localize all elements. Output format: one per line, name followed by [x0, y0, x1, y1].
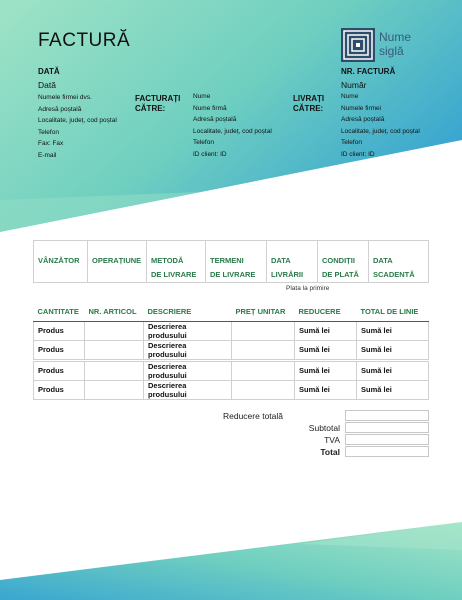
cell-item-number [85, 321, 144, 340]
cell-item-number [85, 361, 144, 380]
ship-to-label: LIVRAȚI CĂTRE: [293, 94, 325, 113]
cell-line-total: Sumă lei [357, 380, 429, 399]
cell-unit-price [232, 380, 295, 399]
payment-note: Plata la primire [286, 285, 330, 292]
total-label: Total [320, 447, 340, 457]
cell-description: Descrierea produsului [144, 340, 232, 359]
invoice-title: FACTURĂ [38, 30, 131, 51]
cell-unit-price [232, 361, 295, 380]
cell-line-total: Sumă lei [357, 340, 429, 359]
date-label: DATĂ [38, 67, 60, 76]
cell-unit-price [232, 340, 295, 359]
table-header-row [34, 305, 429, 321]
column-header-description: DESCRIERE [144, 305, 232, 321]
cell-discount: Sumă lei [295, 380, 357, 399]
table-row [34, 380, 429, 399]
cell-description: Descrierea produsului [144, 321, 232, 340]
column-header-item-number: NR. ARTICOL [85, 305, 144, 321]
header-cell-shipping-terms: TERMENI DE LIVRARE [206, 241, 267, 283]
cell-line-total: Sumă lei [357, 321, 429, 340]
date-value: Dată [38, 80, 56, 90]
total-discount-field [345, 410, 429, 421]
cell-item-number [85, 340, 144, 359]
table-row [34, 241, 429, 283]
bill-to-label: FACTURAȚI CĂTRE: [135, 94, 181, 113]
cell-line-total: Sumă lei [357, 361, 429, 380]
cell-item-number [85, 380, 144, 399]
cell-unit-price [232, 321, 295, 340]
bill-to-info: Nume Nume firmă Adresă poștală Localitate, județ, cod poștal Telefon ID client: ID [193, 93, 272, 158]
header-cell-payment-terms: CONDIȚII DE PLATĂ [318, 241, 369, 283]
shipping-terms-table [33, 240, 429, 283]
cell-quantity: Produs [34, 361, 85, 380]
total-discount-label: Reducere totală [222, 411, 283, 421]
header-cell-seller: VÂNZĂTOR [34, 241, 88, 283]
total-field [345, 446, 429, 457]
table-row [34, 340, 429, 359]
logo-icon [341, 28, 375, 62]
cell-discount: Sumă lei [295, 340, 357, 359]
cell-discount: Sumă lei [295, 361, 357, 380]
header-cell-operation: OPERAȚIUNE [88, 241, 147, 283]
logo-name: Nume siglă [379, 30, 412, 58]
ship-to-info: Nume Numele firmei Adresă poștală Localitate, județ, cod poștal Telefon ID client: ID [341, 93, 420, 158]
footer-background [0, 520, 462, 600]
cell-description: Descrierea produsului [144, 361, 232, 380]
subtotal-field [345, 422, 429, 433]
cell-description: Descrierea produsului [144, 380, 232, 399]
column-header-line-total: TOTAL DE LINIE [357, 305, 429, 321]
cell-quantity: Produs [34, 321, 85, 340]
subtotal-label: Subtotal [308, 423, 340, 433]
cell-quantity: Produs [34, 340, 85, 359]
cell-quantity: Produs [34, 380, 85, 399]
invoice-number-value: Număr [341, 80, 367, 90]
column-header-unit-price: PREȚ UNITAR [232, 305, 295, 321]
tax-field [345, 434, 429, 445]
invoice-number-label: NR. FACTURĂ [341, 67, 396, 76]
header-cell-due-date: DATA SCADENTĂ [369, 241, 429, 283]
table-row [34, 361, 429, 380]
table-row [34, 321, 429, 340]
line-items-table [33, 305, 429, 400]
header-cell-delivery-date: DATA LIVRĂRII [267, 241, 318, 283]
column-header-discount: REDUCERE [295, 305, 357, 321]
header-cell-shipping-method: METODĂ DE LIVRARE [147, 241, 206, 283]
column-header-quantity: CANTITATE [34, 305, 85, 321]
tax-label: TVA [324, 435, 340, 445]
cell-discount: Sumă lei [295, 321, 357, 340]
seller-info: Numele firmei dvs. Adresă poștală Localitate, județ, cod poștal Telefon Fax: Fax E-mail [38, 94, 117, 159]
